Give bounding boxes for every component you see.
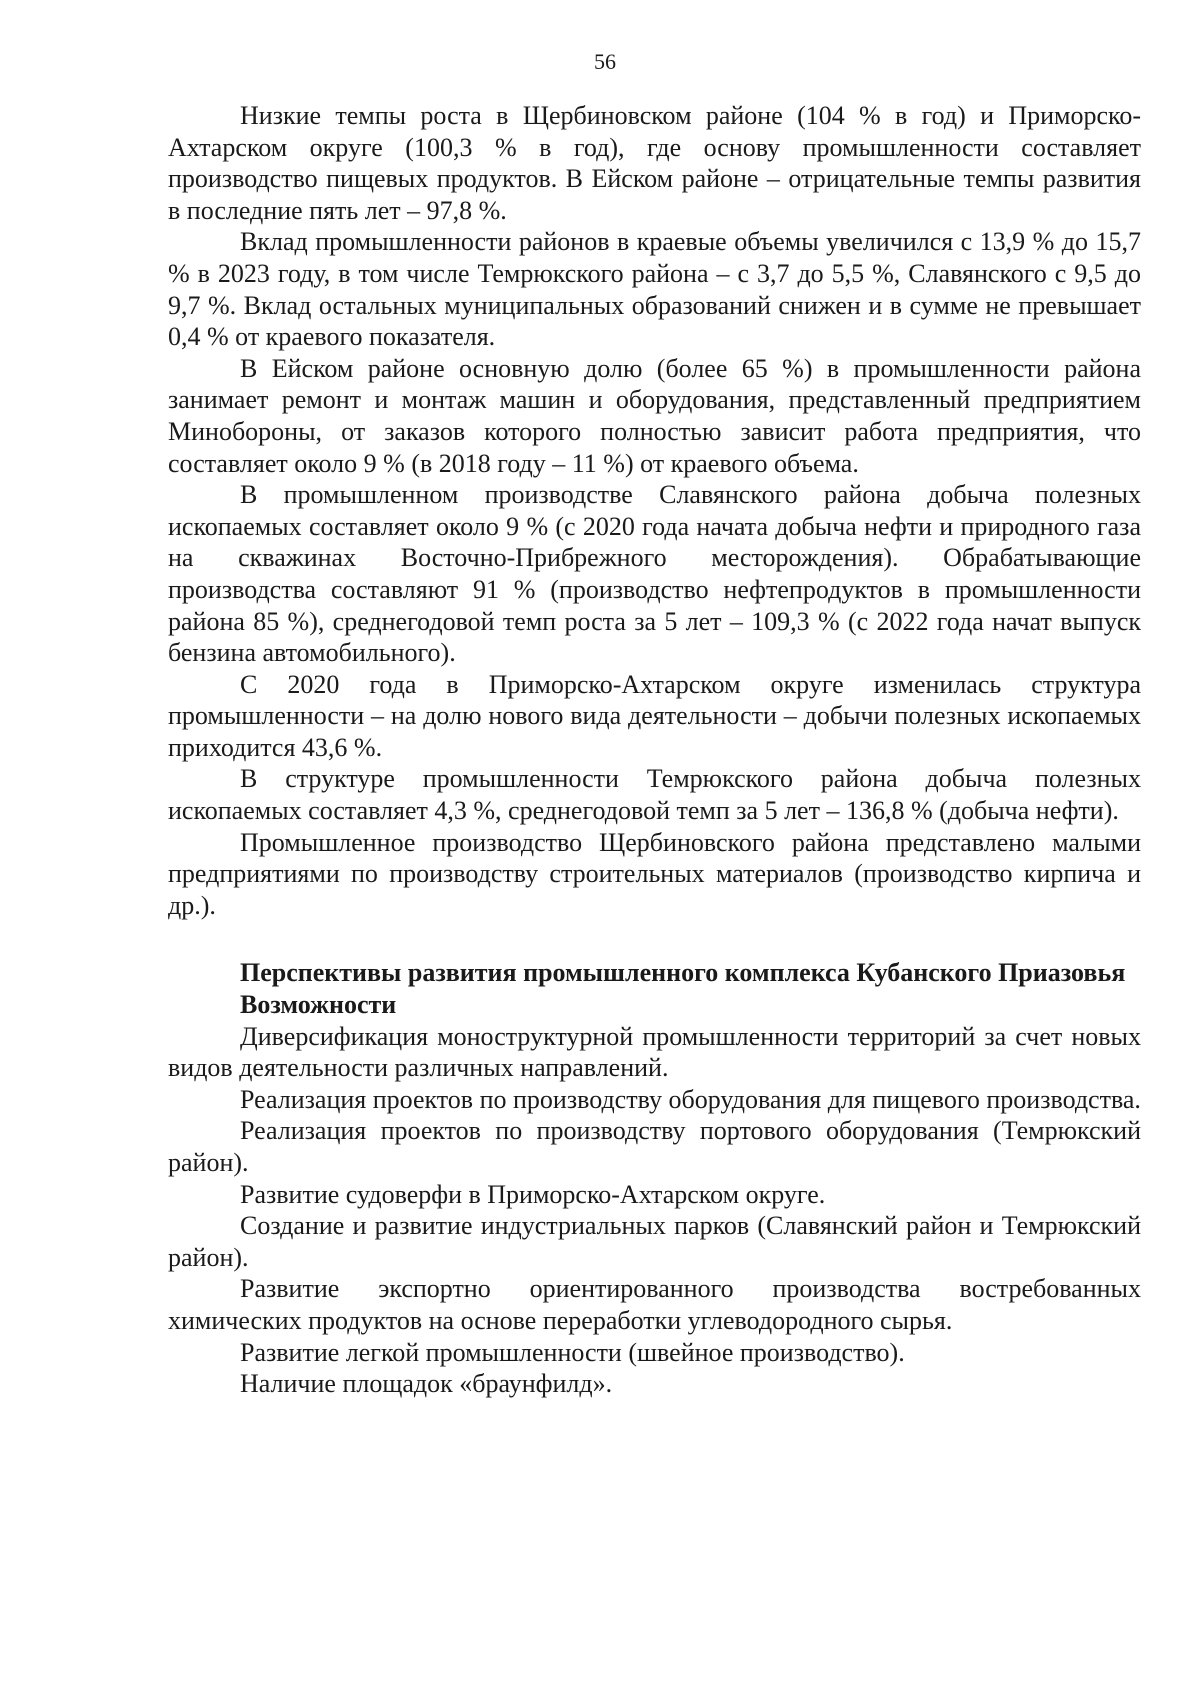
section-heading: Перспективы развития промышленного комплекса Кубанского Приазовья [240, 958, 1126, 988]
section-subheading: Возможности [240, 990, 397, 1020]
list-item: Развитие экспортно ориентированного производства востребованных химических продуктов на основе переработки углеводородного сырья. [168, 1274, 1141, 1335]
paragraph-regional-contribution: Вклад промышленности районов в краевые объемы увеличился с 13,9 % до 15,7 % в 2023 году, в том числе Темрюкского района – с 3,7 до 5,5 %, Славянского с 9,5 до 9,7 %. Вклад остальных муниципальных образований снижен и в сумме не превышает 0,4 % от краевого показателя. [168, 227, 1141, 352]
list-item: Развитие судоверфи в Приморско-Ахтарском округе. [240, 1179, 826, 1209]
page-number: 56 [594, 49, 616, 74]
paragraph-growth-rates: Низкие темпы роста в Щербиновском районе (104 % в год) и Приморско-Ахтарском округе (100,3 % в год), где основу промышленности составляет производство пищевых продуктов. В Ейском районе – отрицательные темпы развития в последние пять лет – 97,8 %. [168, 101, 1141, 225]
list-item: Реализация проектов по производству оборудования для пищевого производства. [240, 1084, 1141, 1114]
list-item: Реализация проектов по производству портового оборудования (Темрюкский район). [168, 1116, 1141, 1177]
paragraph-temryuk-district: В структуре промышленности Темрюкского района добыча полезных ископаемых составляет 4,3 %, среднегодовой темп за 5 лет – 136,8 % (добыча нефти). [168, 764, 1141, 826]
paragraph-slavyansk-district: В промышленном производстве Славянского района добыча полезных ископаемых составляет около 9 % (с 2020 года начата добыча нефти и природного газа на скважинах Восточно-Прибрежного месторождения). Обрабатывающие производства составляют 91 % (производство нефтепродуктов в промышленности района 85 %), среднегодовой темп роста за 5 лет – 109,3 % (с 2022 года начат выпуск бензина автомобильного). [168, 480, 1141, 668]
list-item: Диверсификация моноструктурной промышленности территорий за счет новых видов деятельности различных направлений. [168, 1021, 1141, 1083]
list-item: Наличие площадок «браунфилд». [240, 1369, 613, 1399]
list-item: Создание и развитие индустриальных парков (Славянский район и Темрюкский район). [168, 1211, 1141, 1272]
document-body [168, 100, 1141, 1400]
paragraph-shcherbinovsky-district: Промышленное производство Щербиновского района представлено малыми предприятиями по производству строительных материалов (производство кирпича и др.). [168, 827, 1141, 920]
paragraph-primorsko-akhtarsk: С 2020 года в Приморско-Ахтарском округе изменилась структура промышленности – на долю нового вида деятельности – добычи полезных ископаемых приходится 43,6 %. [168, 669, 1141, 762]
section-prospects [168, 957, 1141, 1399]
list-item: Развитие легкой промышленности (швейное производство). [240, 1337, 905, 1367]
paragraph-yeysk-district: В Ейском районе основную долю (более 65 %) в промышленности района занимает ремонт и монтаж машин и оборудования, представленный предприятием Минобороны, от заказов которого полностью зависит работа предприятия, что составляет около 9 % (в 2018 году – 11 %) от краевого объема. [168, 353, 1141, 478]
